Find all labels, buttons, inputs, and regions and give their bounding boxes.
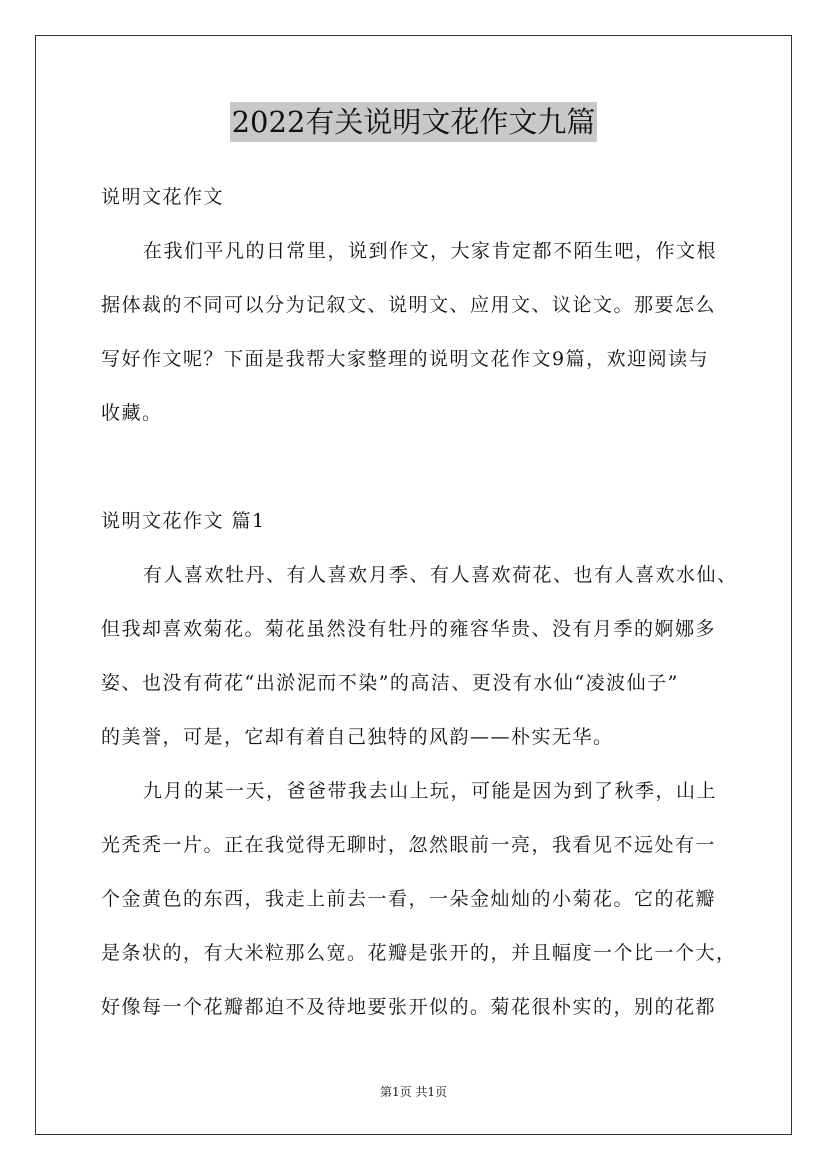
text-line: 收藏。	[101, 402, 163, 424]
text-line: 姿、也没有荷花“出淤泥而不染”的高洁、更没有水仙“凌波仙子”	[101, 672, 679, 694]
text-line: 光秃秃一片。正在我觉得无聊时，忽然眼前一亮，我看见不远处有一	[101, 834, 717, 856]
text-line: 个金黄色的东西，我走上前去一看，一朵金灿灿的小菊花。它的花瓣	[101, 888, 717, 910]
blank-line	[101, 440, 741, 494]
title-container	[0, 102, 827, 142]
document-body	[101, 170, 741, 1034]
text-line: 是条状的，有大米粒那么宽。花瓣是张开的，并且幅度一个比一个大，	[101, 942, 737, 964]
text-line: 说明文花作文	[101, 186, 225, 208]
text-line: 写好作文呢？下面是我帮大家整理的说明文花作文9篇，欢迎阅读与	[101, 348, 710, 370]
text-line: 据体裁的不同可以分为记叙文、说明文、应用文、议论文。那要怎么	[101, 294, 717, 316]
text-line: 好像每一个花瓣都迫不及待地要张开似的。菊花很朴实的，别的花都	[101, 996, 717, 1018]
text-line: 在我们平凡的日常里，说到作文，大家肯定都不陌生吧，作文根	[143, 240, 718, 262]
text-line: 有人喜欢牡丹、有人喜欢月季、有人喜欢荷花、也有人喜欢水仙、	[143, 564, 738, 586]
document-title: 2022有关说明文花作文九篇	[230, 102, 598, 142]
page-footer: 第1页 共1页	[379, 1085, 448, 1099]
text-line: 九月的某一天，爸爸带我去山上玩，可能是因为到了秋季，山上	[143, 780, 718, 802]
text-line: 说明文花作文 篇1	[101, 510, 266, 532]
text-line: 的美誉，可是，它却有着自己独特的风韵——朴实无华。	[101, 726, 614, 748]
text-line: 但我却喜欢菊花。菊花虽然没有牡丹的雍容华贵、没有月季的婀娜多	[101, 618, 717, 640]
